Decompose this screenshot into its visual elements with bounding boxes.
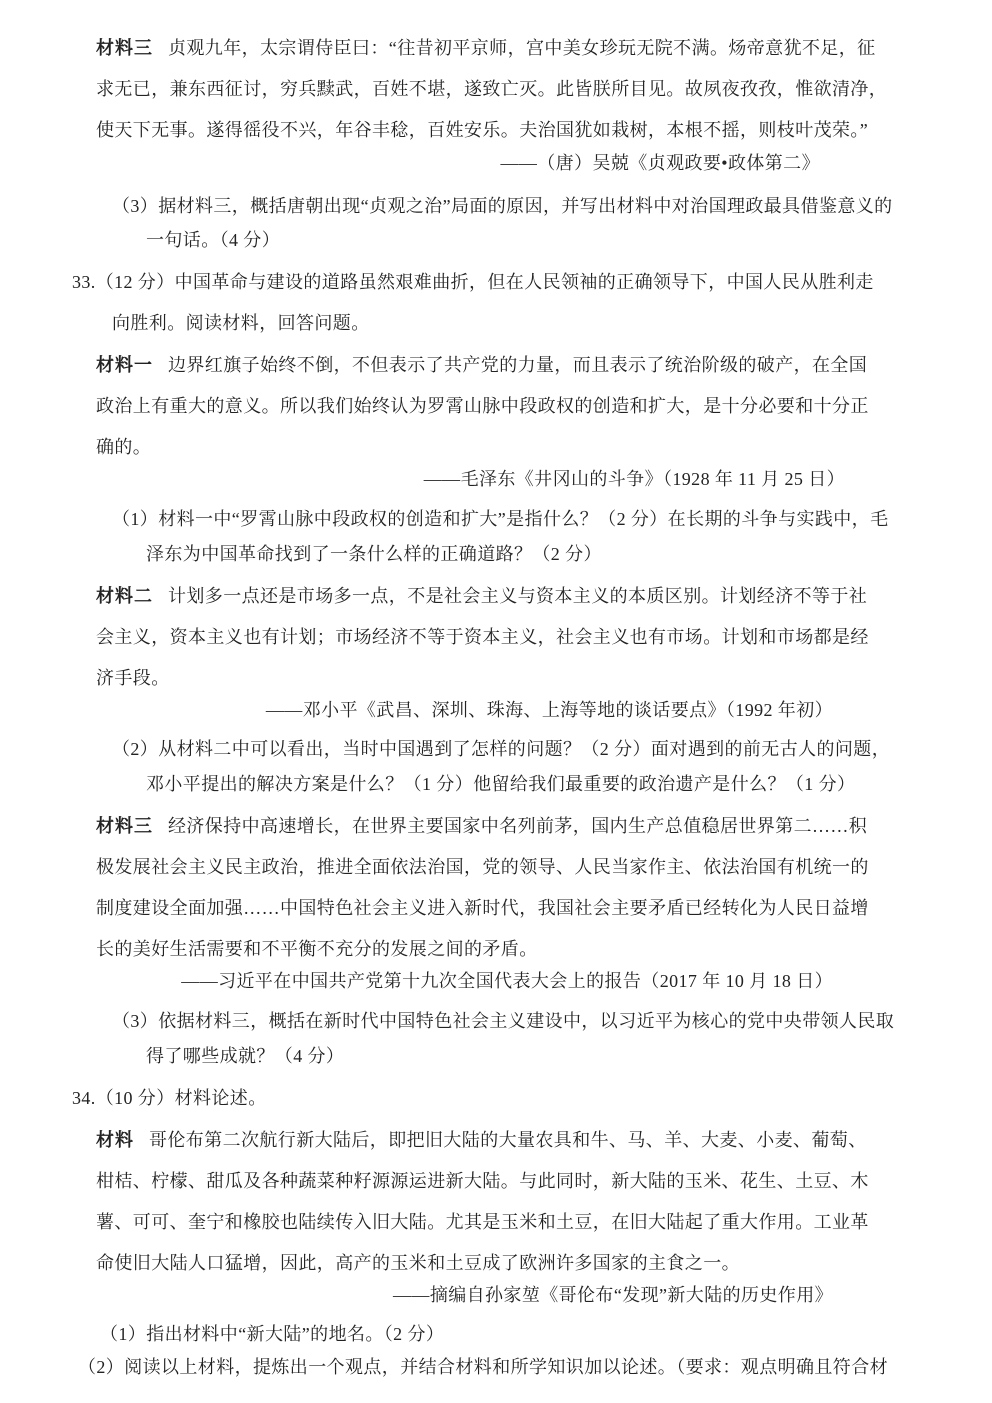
material-line: 薯、可可、奎宁和橡胶也陆续传入旧大陆。尤其是玉米和土豆，在旧大陆起了重大作用。工业革 (96, 1212, 869, 1232)
question-line: （1）材料一中“罗霄山脉中段政权的创造和扩大”是指什么？（2 分）在长期的斗争与实践中，毛 (112, 509, 889, 529)
question-line: （2）阅读以上材料，提炼出一个观点，并结合材料和所学知识加以论述。（要求：观点明确且符合材 (78, 1357, 888, 1377)
question-line: （3）依据材料三，概括在新时代中国特色社会主义建设中，以习近平为核心的党中央带领人民取 (112, 1011, 895, 1031)
material-line: 使天下无事。遂得徭役不兴，年谷丰稔，百姓安乐。夫治国犹如栽树，本根不摇，则枝叶茂荣。” (96, 120, 869, 140)
question-line: 得了哪些成就？（4 分） (146, 1046, 345, 1066)
material-line: 政治上有重大的意义。所以我们始终认为罗霄山脉中段政权的创造和扩大，是十分必要和十分正 (96, 396, 869, 416)
material-text: 贞观九年，太宗谓侍臣曰：“往昔初平京师，宫中美女珍玩无院不满。炀帝意犹不足，征 (168, 38, 876, 58)
material-label: 材料二 (96, 586, 153, 606)
material-label: 材料三 (96, 816, 153, 836)
question-stem-line: 向胜利。阅读材料，回答问题。 (112, 313, 370, 333)
source-attribution: ——摘编自孙家堃《哥伦布“发现”新大陆的历史作用》 (393, 1285, 833, 1305)
material-line: 极发展社会主义民主政治，推进全面依法治国，党的领导、人民当家作主、依法治国有机统一的 (96, 857, 869, 877)
material-line (96, 1128, 867, 1152)
question-line: （3）据材料三，概括唐朝出现“贞观之治”局面的原因，并写出材料中对治国理政最具借鉴意义的 (112, 196, 893, 216)
question-number-line: 34.（10 分）材料论述。 (72, 1088, 267, 1108)
material-line (96, 584, 867, 608)
material-line: 会主义，资本主义也有计划；市场经济不等于资本主义，社会主义也有市场。计划和市场都是经 (96, 627, 869, 647)
material-line: 长的美好生活需要和不平衡不充分的发展之间的矛盾。 (96, 939, 538, 959)
material-line (96, 36, 876, 60)
source-attribution: ——毛泽东《井冈山的斗争》（1928 年 11 月 25 日） (423, 469, 845, 489)
material-line: 柑桔、柠檬、甜瓜及各种蔬菜种籽源源运进新大陆。与此同时，新大陆的玉米、花生、土豆、木 (96, 1171, 869, 1191)
question-line: 一句话。（4 分） (146, 230, 281, 250)
question-number-line: 33.（12 分）中国革命与建设的道路虽然艰难曲折，但在人民领袖的正确领导下，中国人民从胜利走 (72, 272, 874, 292)
material-line: 确的。 (96, 437, 152, 457)
question-line: （1）指出材料中“新大陆”的地名。（2 分） (100, 1324, 445, 1344)
material-line: 命使旧大陆人口猛增，因此，高产的玉米和土豆成了欧洲许多国家的主食之一。 (96, 1253, 740, 1273)
material-line: 济手段。 (96, 668, 170, 688)
question-line: 邓小平提出的解决方案是什么？（1 分）他留给我们最重要的政治遗产是什么？（1 分） (146, 774, 856, 794)
material-line: 制度建设全面加强……中国特色社会主义进入新时代，我国社会主要矛盾已经转化为人民日益增 (96, 898, 869, 918)
material-label: 材料 (96, 1130, 134, 1150)
source-attribution: ——习近平在中国共产党第十九次全国代表大会上的报告（2017 年 10 月 18 日） (181, 971, 833, 991)
material-label: 材料三 (96, 38, 153, 58)
source-attribution: ——邓小平《武昌、深圳、珠海、上海等地的谈话要点》（1992 年初） (265, 700, 833, 720)
material-text: 边界红旗子始终不倒，不但表示了共产党的力量，而且表示了统治阶级的破产，在全国 (168, 355, 868, 375)
material-line (96, 814, 867, 838)
question-line: （2）从材料二中可以看出，当时中国遇到了怎样的问题？（2 分）面对遇到的前无古人的问题， (112, 739, 891, 759)
material-line (96, 353, 867, 377)
material-label: 材料一 (96, 355, 153, 375)
material-text: 计划多一点还是市场多一点，不是社会主义与资本主义的本质区别。计划经济不等于社 (168, 586, 868, 606)
material-text: 哥伦布第二次航行新大陆后，即把旧大陆的大量农具和牛、马、羊、大麦、小麦、葡萄、 (149, 1130, 867, 1150)
material-text: 经济保持中高速增长，在世界主要国家中名列前茅，国内生产总值稳居世界第二……积 (168, 816, 868, 836)
source-attribution: ——（唐）吴兢《贞观政要•政体第二》 (500, 153, 820, 173)
question-line: 泽东为中国革命找到了一条什么样的正确道路？（2 分） (146, 544, 602, 564)
material-line: 求无已，兼东西征讨，穷兵黩武，百姓不堪，遂致亡灭。此皆朕所目见。故夙夜孜孜，惟欲清净， (96, 79, 888, 99)
